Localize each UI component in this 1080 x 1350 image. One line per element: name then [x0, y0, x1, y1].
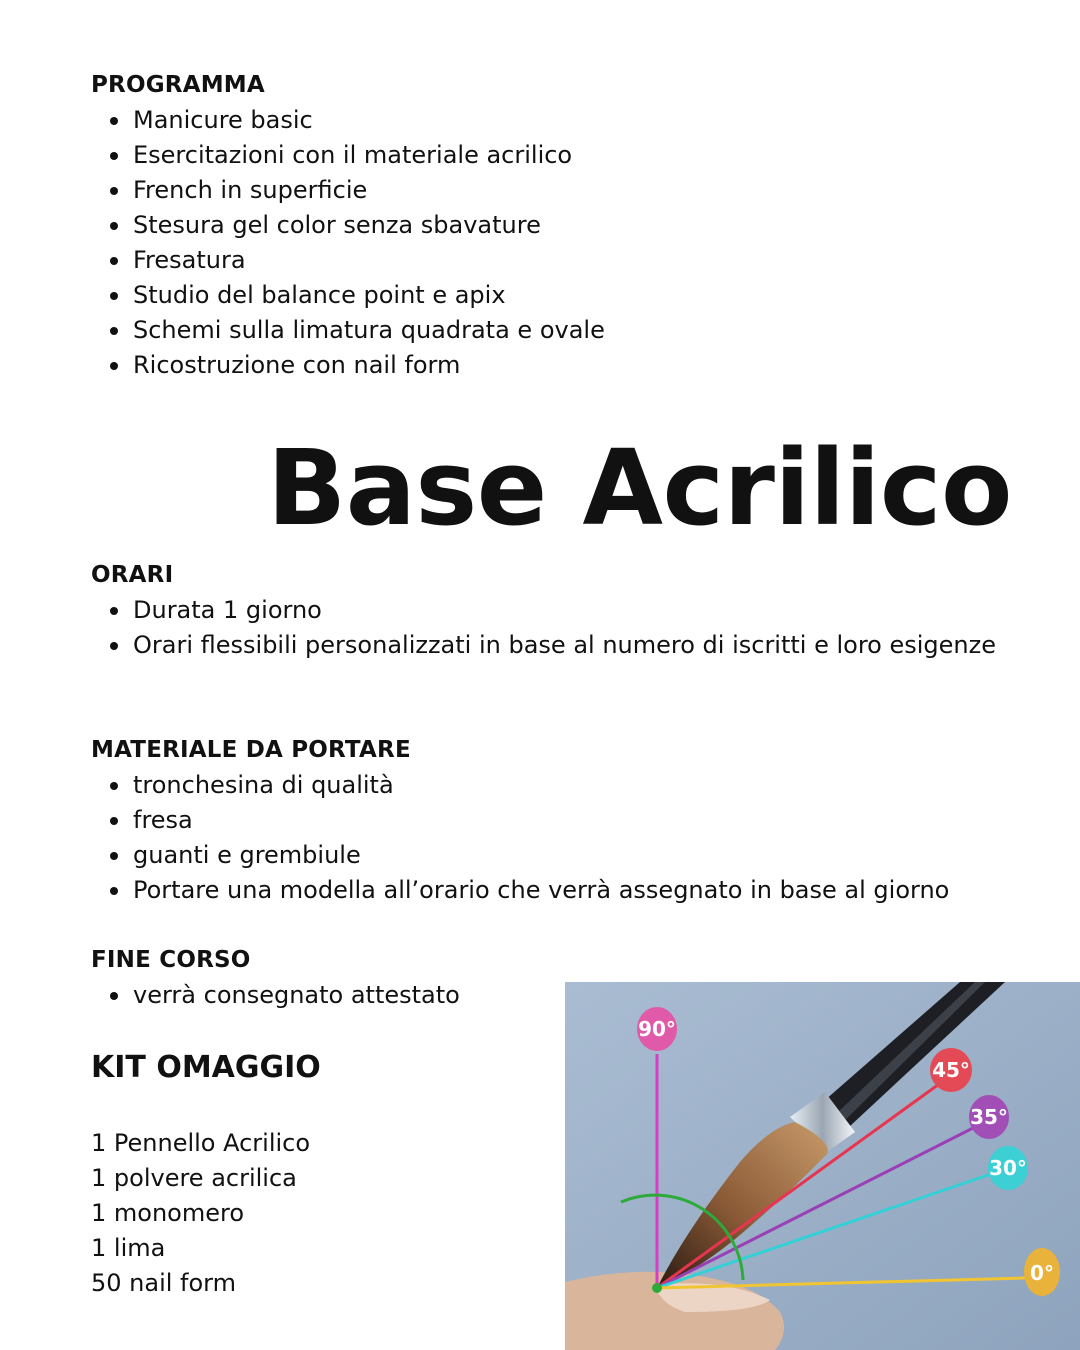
bullet-icon — [110, 292, 118, 300]
fine-corso-title: FINE CORSO — [91, 947, 251, 973]
programma-title: PROGRAMMA — [91, 72, 265, 98]
kit-list — [91, 1126, 310, 1301]
list-item: guanti e grembiule — [91, 838, 949, 873]
angle-label-0: 0° — [1030, 1261, 1054, 1285]
fine-corso-list — [91, 978, 460, 1013]
brush-angle-photo — [565, 982, 1080, 1350]
list-item: Schemi sulla limatura quadrata e ovale — [91, 313, 605, 348]
list-item: Portare una modella all’orario che verrà assegnato in base al giorno — [91, 873, 949, 908]
bullet-icon — [110, 222, 118, 230]
bullet-icon — [110, 117, 118, 125]
bullet-icon — [110, 327, 118, 335]
programma-list — [91, 103, 605, 383]
list-item: Esercitazioni con il materiale acrilico — [91, 138, 605, 173]
kit-title: KIT OMAGGIO — [91, 1050, 321, 1085]
list-item: Durata 1 giorno — [91, 593, 996, 628]
bullet-icon — [110, 257, 118, 265]
bullet-icon — [110, 887, 118, 895]
angle-label-35: 35° — [970, 1105, 1008, 1129]
list-item: Studio del balance point e apix — [91, 278, 605, 313]
bullet-icon — [110, 152, 118, 160]
angle-label-45: 45° — [932, 1058, 970, 1082]
list-item: Orari flessibili personalizzati in base al numero di iscritti e loro esigenze — [91, 628, 996, 663]
list-item: Ricostruzione con nail form — [91, 348, 605, 383]
list-item: French in superficie — [91, 173, 605, 208]
list-item: Manicure basic — [91, 103, 605, 138]
list-item: 1 polvere acrilica — [91, 1164, 297, 1192]
bullet-icon — [110, 852, 118, 860]
bullet-icon — [110, 817, 118, 825]
angle-label-90: 90° — [638, 1017, 676, 1041]
brush-angle-illustration — [565, 982, 1080, 1350]
list-item: 1 monomero — [91, 1199, 245, 1227]
angle-origin — [652, 1283, 662, 1293]
bullet-icon — [110, 992, 118, 1000]
bullet-icon — [110, 607, 118, 615]
orari-list — [91, 593, 996, 663]
materiale-list — [91, 768, 949, 908]
orari-title: ORARI — [91, 562, 174, 588]
bullet-icon — [110, 782, 118, 790]
bullet-icon — [110, 187, 118, 195]
list-item: fresa — [91, 803, 949, 838]
materiale-title: MATERIALE DA PORTARE — [91, 737, 411, 763]
list-item: tronchesina di qualità — [91, 768, 949, 803]
list-item: 1 Pennello Acrilico — [91, 1129, 311, 1157]
list-item: Stesura gel color senza sbavature — [91, 208, 605, 243]
list-item: 1 lima — [91, 1234, 166, 1262]
page-title: Base Acrilico — [266, 427, 1012, 549]
list-item: 50 nail form — [91, 1269, 237, 1297]
list-item: verrà consegnato attestato — [91, 978, 460, 1013]
angle-label-30: 30° — [989, 1156, 1027, 1180]
list-item: Fresatura — [91, 243, 605, 278]
bullet-icon — [110, 642, 118, 650]
bullet-icon — [110, 362, 118, 370]
